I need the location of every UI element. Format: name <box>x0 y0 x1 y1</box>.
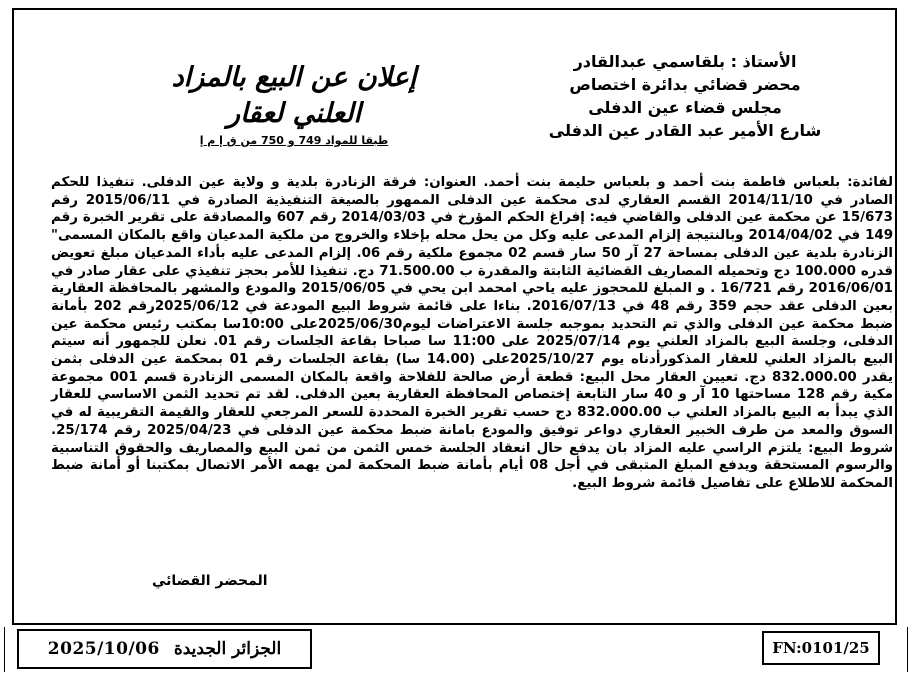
legal-reference: طبقا للمواد 749 و 750 من ق إ م إ <box>199 134 389 147</box>
right-edge-line <box>907 627 908 672</box>
publication-date: 2025/10/06 <box>47 639 160 659</box>
signature: المحضر القضائي <box>152 573 268 589</box>
announcement-frame <box>12 8 897 625</box>
publication-box <box>17 629 312 669</box>
bailiff-jurisdiction: محضر قضائي بدائرة اختصاص <box>569 75 801 94</box>
office-address: شارع الأمير عبد القادر عين الدفلى <box>548 121 822 140</box>
bailiff-header <box>535 50 835 142</box>
announcement-title-block <box>164 60 424 147</box>
announcement-title-line2: العلني لعقار <box>227 98 361 129</box>
announcement-title-line1: إعلان عن البيع بالمزاد <box>171 62 417 93</box>
court-council: مجلس قضاء عين الدفلى <box>588 98 782 117</box>
bailiff-name: الأستاذ : بلقاسمي عبدالقادر <box>573 52 797 71</box>
left-edge-line <box>4 627 5 672</box>
reference-code: FN:0101/25 <box>762 631 880 665</box>
newspaper-name: الجزائر الجديدة <box>173 639 282 659</box>
announcement-body: لفائدة: بلعباس فاطمة بنت أحمد و بلعباس حليمة بنت أحمد. العنوان: فرقة الزنادرة بلدية و ولاية عين الدفلى. تنفيذا للحكم الصادر في 2014/11/10 القسم العقاري لدى محكمة عين الدفلى الممهور بالصيغة التنفيذية الصادرة في 2015/06/11 رقم 15/673 عن محكمة عين الدفلى والقاضي فيه: إفراغ الحكم المؤرخ في 2014/03/03 رقم 607 والمصادقة على تقرير الخبرة رقم 149 في 2014/04/02 وبالنتيجة إلزام المدعى عليه وكل من يحل محله بإخلاء والخروج من ملكية المدعيان واقع بالمكان المسمى" الزنادرة بلدية عين الدفلى بمساحة 27 آر 50 سار قسم 02 مجموع ملكية رقم 06. إلزام المدعى عليه بأداء المدعيان مبلغ تعويض قدره 100.000 دج وتحميله المصاريف القضائية الثابتة والمقدرة ب 71.500.00 دج. تنفيذا للأمر بحجز تنفيذي على عقار صادر في 2016/06/01 رقم 16/721 . و المبلغ للمحجوز عليه ياحي امحمد ابن يحي في 2015/06/05 والمودع والمشهر بالمحافظة العقارية بعين الدفلى عقد حجم 359 رقم 48 في 2016/07/13. بناءا على قائمة شروط البيع المودعة في 2025/06/12رقم 202 بأمانة ضبط محكمة عين الدفلى والذي تم التحديد بموجبه جلسة الاعتراضات ليوم2025/06/30على 10:00سا بمكتب رئيس محكمة عين الدفلى، وجلسة البيع بالمزاد العلني يوم 2025/07/14 على 11:00 سا صباحا بقاعة الجلسات رقم 01. نعلن للجمهور أنه سيتم البيع بالمزاد العلني للعقار المذكورأدناه يوم 2025/10/27على (14.00 سا) بقاعة الجلسات رقم 01 بمحكمة عين الدفلى بثمن يقدر 832.000.00 دج. تعيين العقار محل البيع: قطعة أرض صالحة للفلاحة واقعة بالمكان المسمى الزنادرة قسم 001 مجموعة مكية رقم 128 مساحتها 10 آر و 40 سار التابعة إختصاص المحافظة العقارية بعين الدفلى. لقد تم تحديد الثمن الاساسي للعقار الذي يبدأ به البيع بالمزاد العلني ب 832.000.00 دج حسب تقرير الخبرة المحددة للسعر المرجعي للعقار والقيمة التقريبية له في السوق والمعد من طرف الخبير العقاري دواعر توفيق والمودع بامانة ضبط محكمة عين الدفلى في 2025/04/23 رقم 25/174. شروط البيع: يلتزم الراسي عليه المزاد بان يدفع حال انعقاد الجلسة خمس الثمن من ثمن البيع والمصاريف والحقوق التناسبية والرسوم المستحقة ويدفع المبلغ المتبقى في أجل 08 أيام بأمانة ضبط المحكمة لمن يهمه الأمر الاتصال بمكتبنا أو أمانة ضبط المحكمة للاطلاع على تفاصيل قائمة شروط البيع. <box>51 175 894 491</box>
